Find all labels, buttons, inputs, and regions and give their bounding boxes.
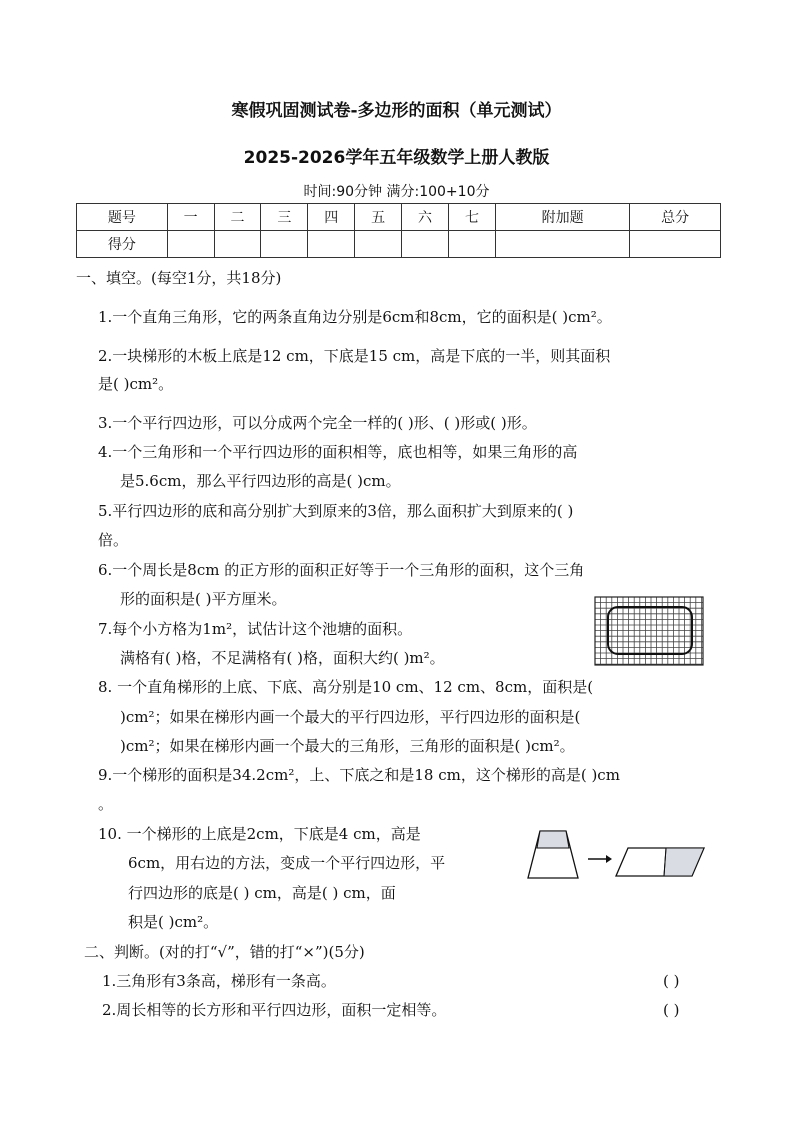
score-input-cell[interactable] bbox=[167, 231, 214, 258]
score-cell: 五 bbox=[355, 204, 402, 231]
question-4-line1: 4.一个三角形和一个平行四边形的面积相等，底也相等，如果三角形的高 bbox=[98, 443, 578, 461]
score-cell: 三 bbox=[261, 204, 308, 231]
question-8-line1: 8. 一个直角梯形的上底、下底、高分别是10 cm、12 cm、8cm，面积是( bbox=[98, 678, 594, 696]
score-input-cell[interactable] bbox=[402, 231, 449, 258]
question-2-line2: 是( )cm²。 bbox=[98, 375, 174, 393]
score-cell: 一 bbox=[167, 204, 214, 231]
score-cell: 题号 bbox=[77, 204, 168, 231]
score-input-cell[interactable] bbox=[630, 231, 721, 258]
judge-question-2: 2.周长相等的长方形和平行四边形，面积一定相等。 bbox=[102, 1001, 447, 1019]
section1-heading: 一、填空。(每空1分，共18分) bbox=[76, 269, 282, 287]
question-3: 3.一个平行四边形，可以分成两个完全一样的( )形、( )形或( )形。 bbox=[98, 414, 537, 432]
question-8-line3: )cm²；如果在梯形内画一个最大的三角形，三角形的面积是( )cm²。 bbox=[120, 737, 575, 755]
score-input-cell[interactable] bbox=[355, 231, 402, 258]
score-table-score-row bbox=[77, 231, 721, 258]
question-1: 1.一个直角三角形，它的两条直角边分别是6cm和8cm，它的面积是( )cm²。 bbox=[98, 308, 612, 326]
judge-question-1: 1.三角形有3条高，梯形有一条高。 bbox=[102, 972, 336, 990]
score-cell: 七 bbox=[449, 204, 496, 231]
score-table bbox=[76, 203, 721, 258]
pond-grid-figure bbox=[594, 596, 704, 666]
score-input-cell[interactable] bbox=[308, 231, 355, 258]
score-input-cell[interactable] bbox=[261, 231, 308, 258]
question-10-line4: 积是( )cm²。 bbox=[128, 913, 219, 931]
question-4-line2: 是5.6cm，那么平行四边形的高是( )cm。 bbox=[120, 472, 401, 490]
question-6-line2: 形的面积是( )平方厘米。 bbox=[120, 590, 287, 608]
score-cell: 四 bbox=[308, 204, 355, 231]
question-2-line1: 2.一块梯形的木板上底是12 cm，下底是15 cm，高是下底的一半，则其面积 bbox=[98, 347, 611, 365]
score-table-header-row bbox=[77, 204, 721, 231]
judge-answer-paren-2[interactable]: ( ) bbox=[663, 1001, 680, 1019]
score-cell: 得分 bbox=[77, 231, 168, 258]
score-cell: 附加题 bbox=[495, 204, 629, 231]
score-input-cell[interactable] bbox=[495, 231, 629, 258]
score-cell: 总分 bbox=[630, 204, 721, 231]
question-9-line1: 9.一个梯形的面积是34.2cm²，上、下底之和是18 cm，这个梯形的高是( )cm bbox=[98, 766, 620, 784]
question-5-line1: 5.平行四边形的底和高分别扩大到原来的3倍，那么面积扩大到原来的( ) bbox=[98, 502, 574, 520]
score-cell: 六 bbox=[402, 204, 449, 231]
section2-heading: 二、判断。(对的打“√”，错的打“×”)(5分) bbox=[84, 943, 365, 961]
judge-answer-paren-1[interactable]: ( ) bbox=[663, 972, 680, 990]
question-7-line2: 满格有( )格，不足满格有( )格，面积大约( )m²。 bbox=[120, 649, 445, 667]
question-10-line3: 行四边形的底是( ) cm，高是( ) cm，面 bbox=[128, 884, 396, 902]
question-10-line1: 10. 一个梯形的上底是2cm，下底是4 cm，高是 bbox=[98, 825, 421, 843]
score-input-cell[interactable] bbox=[449, 231, 496, 258]
exam-subtitle: 2025-2026学年五年级数学上册人教版 bbox=[243, 148, 550, 168]
question-5-line2: 倍。 bbox=[98, 531, 129, 549]
score-cell: 二 bbox=[214, 204, 261, 231]
question-10-line2: 6cm，用右边的方法，变成一个平行四边形，平 bbox=[128, 854, 446, 872]
question-6-line1: 6.一个周长是8cm 的正方形的面积正好等于一个三角形的面积，这个三角 bbox=[98, 561, 585, 579]
question-7-line1: 7.每个小方格为1m²，试估计这个池塘的面积。 bbox=[98, 620, 413, 638]
question-9-line2: 。 bbox=[98, 795, 114, 813]
trapezoid-transform-figure bbox=[524, 826, 708, 886]
exam-meta: 时间:90分钟 满分:100+10分 bbox=[303, 184, 490, 200]
question-8-line2: )cm²；如果在梯形内画一个最大的平行四边形，平行四边形的面积是( bbox=[120, 708, 581, 726]
score-input-cell[interactable] bbox=[214, 231, 261, 258]
exam-title: 寒假巩固测试卷-多边形的面积（单元测试） bbox=[231, 101, 562, 121]
